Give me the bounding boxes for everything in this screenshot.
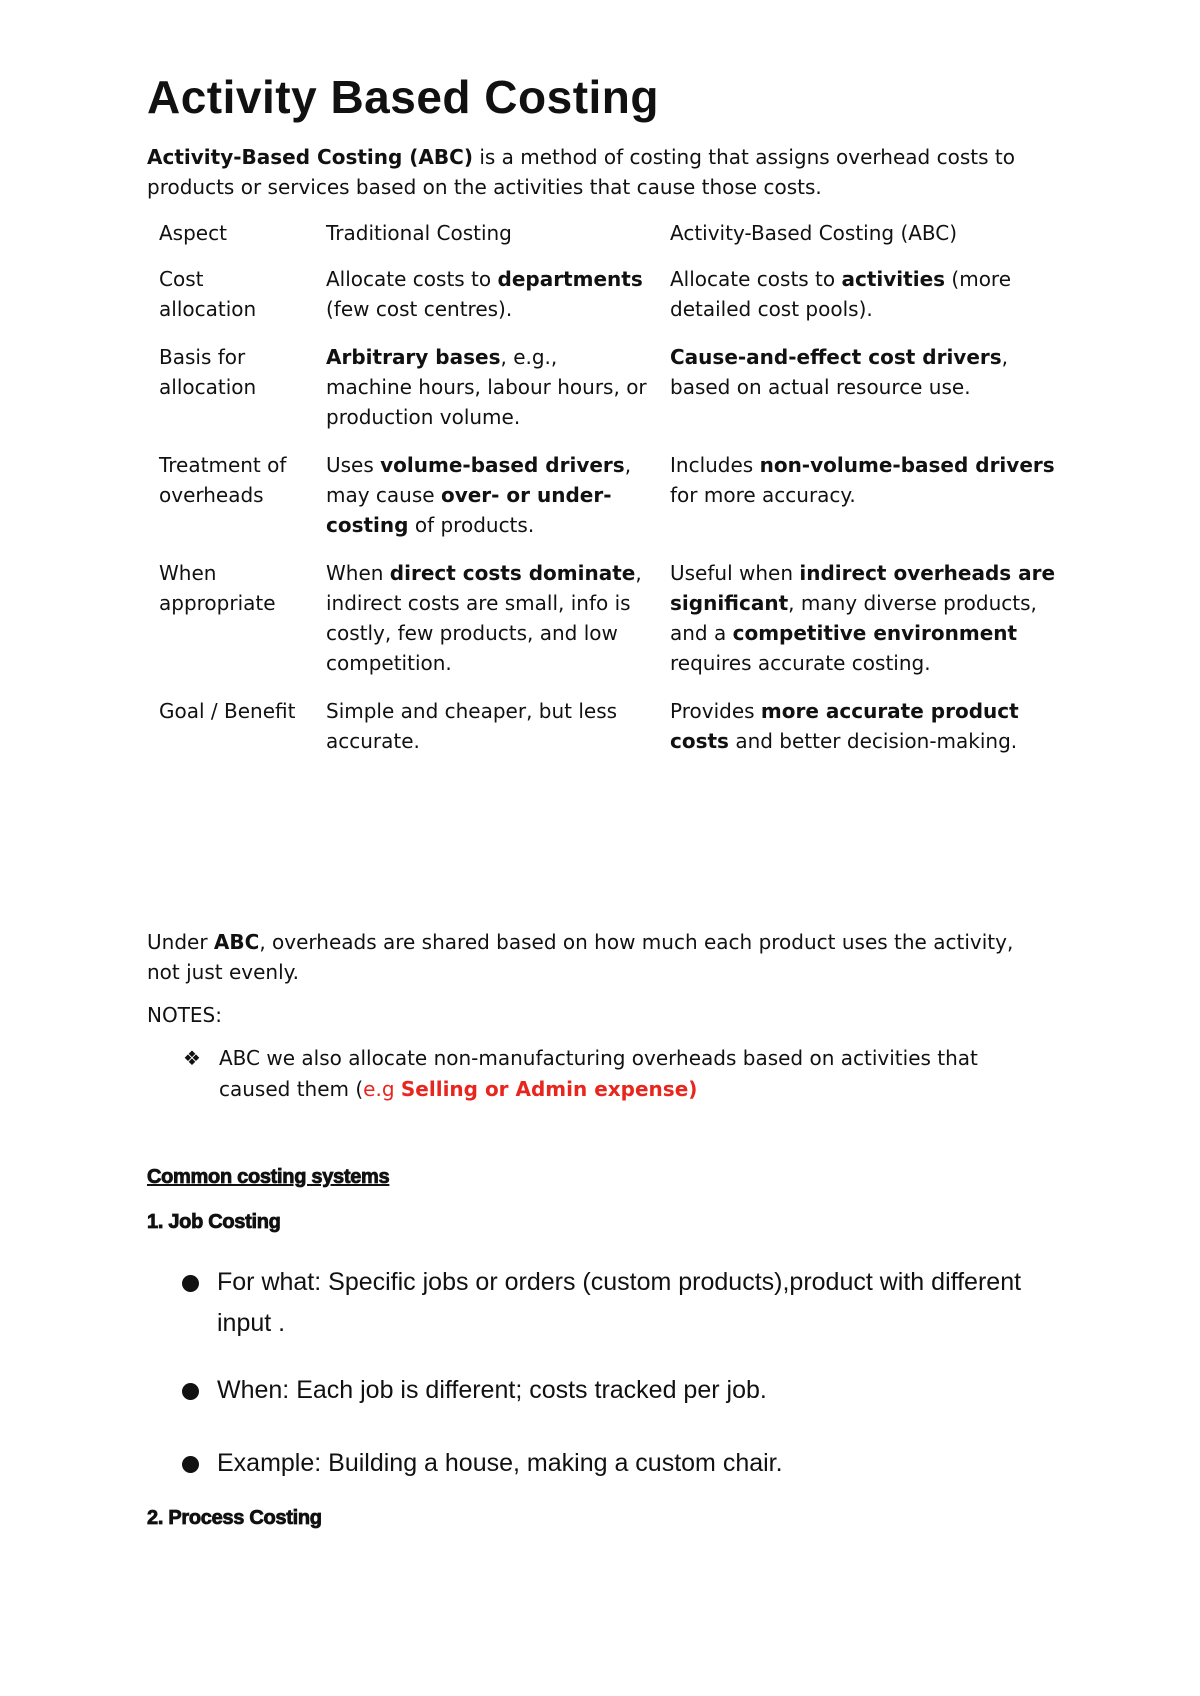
text: , e.g., machine hours, labour hours, or production volume. [326, 345, 647, 429]
cell-abc [658, 342, 1080, 450]
note-text-block [219, 1043, 1023, 1105]
note-red-bold-text: Selling or Admin expense) [400, 1077, 698, 1101]
bold-text: indirect overheads are significant [670, 561, 1056, 615]
table-body [147, 264, 1080, 774]
text: for more accuracy. [670, 483, 856, 507]
bold-text: Arbitrary bases [326, 345, 501, 369]
bold-text: activities [841, 267, 946, 291]
text: , many diverse products, and a [670, 591, 1037, 645]
text: , may cause [326, 453, 632, 507]
cell-traditional [314, 264, 658, 342]
text: (few cost centres). [326, 297, 513, 321]
text: , indirect costs are small, info is costly, few products, and low competition. [326, 561, 642, 675]
text: requires accurate costing. [670, 651, 931, 675]
bold-text: volume-based drivers [380, 453, 625, 477]
job-bullet-list [182, 1370, 1042, 1411]
bold-text: departments [497, 267, 643, 291]
common-costing-heading: Common costing systems [147, 1166, 390, 1188]
table-row [147, 264, 1080, 342]
table-row [147, 696, 1080, 774]
list-item [182, 1262, 1042, 1344]
text: Provides [670, 699, 761, 723]
intro-paragraph [147, 142, 1047, 202]
bullet-text: Example: Building a house, making a custom chair. [217, 1449, 783, 1477]
cell-abc [658, 696, 1080, 774]
table-row [147, 342, 1080, 450]
table-row [147, 450, 1080, 558]
text: , based on actual resource use. [670, 345, 1009, 399]
cell-aspect: Treatment of overheads [159, 453, 287, 507]
note-text: ABC we also allocate non-manufacturing overheads based on activities that caused them ( [219, 1046, 978, 1101]
bold-text: non-volume-based drivers [759, 453, 1055, 477]
text: Useful when [670, 561, 800, 585]
cell-traditional [314, 558, 658, 696]
bullet-text: For what: Specific jobs or orders (custom products),product with different input . [217, 1268, 1022, 1337]
job-bullet-list [182, 1443, 1042, 1484]
filled-circle-icon [182, 1456, 199, 1473]
diamond-dots-icon: ❖ [183, 1046, 201, 1070]
job-bullet-list [182, 1262, 1042, 1344]
cell-abc [658, 264, 1080, 342]
table-row [147, 558, 1080, 696]
text: Allocate costs to [326, 267, 498, 291]
filled-circle-icon [182, 1383, 199, 1400]
cell-aspect: Basis for allocation [159, 345, 257, 399]
notes-label: NOTES: [147, 1003, 222, 1027]
summary-bold: ABC [213, 930, 260, 954]
text: of products. [408, 513, 535, 537]
page-title: Activity Based Costing [147, 71, 659, 123]
summary-post: , overheads are shared based on how much each product uses the activity, not just evenly. [147, 930, 1014, 984]
cell-abc [658, 558, 1080, 696]
text: Uses [326, 453, 381, 477]
text: Includes [670, 453, 760, 477]
bold-text: over- or under-costing [326, 483, 612, 537]
text: and better decision-making. [728, 729, 1018, 753]
table-header-row [147, 218, 1080, 264]
text: When [326, 561, 390, 585]
bullet-text: When: Each job is different; costs tracked per job. [217, 1376, 767, 1404]
intro-term: Activity-Based Costing (ABC) [147, 145, 473, 169]
process-costing-heading: 2. Process Costing [147, 1507, 322, 1529]
header-abc: Activity-Based Costing (ABC) [670, 221, 958, 245]
intro-text: is a method of costing that assigns overhead costs to products or services based on the activities that cause those costs. [147, 145, 1015, 199]
text: Allocate costs to [670, 267, 842, 291]
comparison-table [147, 218, 1080, 774]
text: Simple and cheaper, but less accurate. [326, 699, 618, 753]
note-red-text: e.g [363, 1077, 401, 1101]
list-item [182, 1370, 1042, 1411]
cell-aspect: Goal / Benefit [159, 699, 296, 723]
bold-text: direct costs dominate [389, 561, 636, 585]
note-item [183, 1043, 1023, 1105]
text: (more detailed cost pools). [670, 267, 1012, 321]
list-item [182, 1443, 1042, 1484]
summary-pre: Under [147, 930, 214, 954]
cell-traditional [314, 342, 658, 450]
bold-text: competitive environment [732, 621, 1018, 645]
filled-circle-icon [182, 1275, 199, 1292]
cell-traditional [314, 450, 658, 558]
cell-aspect: Cost allocation [159, 267, 257, 321]
cell-traditional [314, 696, 658, 774]
header-traditional: Traditional Costing [326, 221, 512, 245]
bold-text: Cause-and-effect cost drivers [670, 345, 1002, 369]
bold-text: more accurate product costs [670, 699, 1019, 753]
cell-aspect: When appropriate [159, 561, 276, 615]
header-aspect: Aspect [159, 221, 227, 245]
job-costing-heading: 1. Job Costing [147, 1211, 281, 1233]
cell-abc [658, 450, 1080, 558]
summary-paragraph [147, 927, 1047, 987]
